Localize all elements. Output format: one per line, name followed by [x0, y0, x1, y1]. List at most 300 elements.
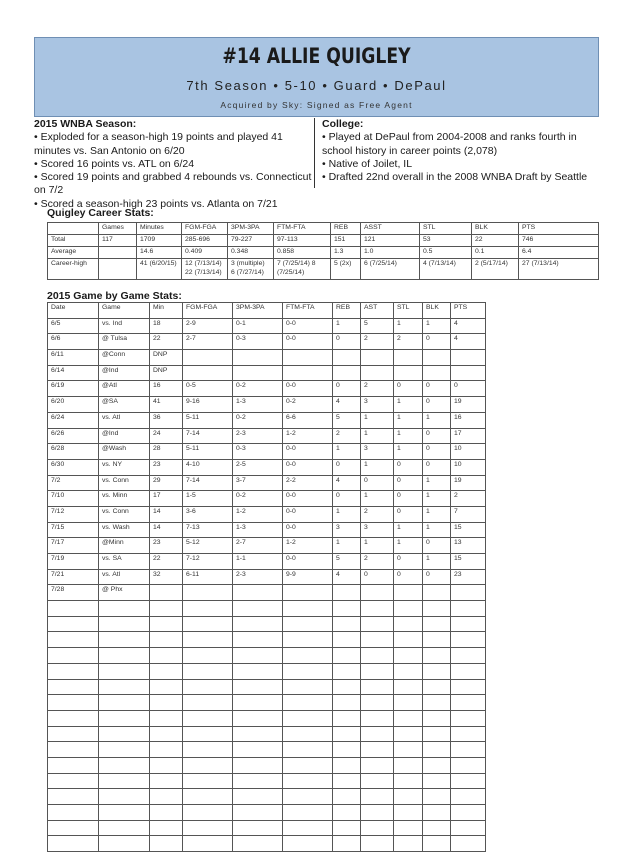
table-cell: 0 [423, 334, 451, 350]
table-cell: @SA [99, 397, 150, 413]
table-cell: 19 [451, 397, 486, 413]
table-cell [451, 695, 486, 711]
table-cell: 0 [394, 381, 423, 397]
game-row [48, 679, 486, 695]
table-cell: @ Phx [99, 585, 150, 601]
table-cell: 4 [451, 318, 486, 334]
table-cell: 2-9 [183, 318, 233, 334]
table-cell: 12 (7/13/14) 22 (7/13/14) [182, 259, 228, 280]
table-cell [233, 805, 283, 821]
table-cell: 3 [333, 522, 361, 538]
table-cell: 41 [150, 397, 183, 413]
table-cell [394, 350, 423, 366]
table-cell: 0.5 [420, 247, 472, 259]
table-cell: 17 [451, 428, 486, 444]
table-cell: 7/28 [48, 585, 99, 601]
table-cell: 0-2 [283, 397, 333, 413]
table-cell: 6-11 [183, 569, 233, 585]
table-cell [361, 742, 394, 758]
table-cell [423, 757, 451, 773]
table-cell [233, 350, 283, 366]
table-cell [423, 648, 451, 664]
table-cell [48, 616, 99, 632]
table-cell [283, 773, 333, 789]
table-cell [48, 757, 99, 773]
table-cell: 7/21 [48, 569, 99, 585]
table-cell: 1.3 [331, 247, 361, 259]
table-cell [283, 836, 333, 852]
table-cell [361, 601, 394, 617]
table-cell [394, 601, 423, 617]
table-cell: 6 (7/25/14) [361, 259, 420, 280]
table-cell: 2-7 [233, 538, 283, 554]
table-cell [183, 585, 233, 601]
table-cell [183, 365, 233, 381]
table-cell: 0 [361, 569, 394, 585]
table-cell [233, 773, 283, 789]
table-cell: 9-16 [183, 397, 233, 413]
table-cell: 4 [333, 397, 361, 413]
table-cell [394, 805, 423, 821]
column-header: Games [99, 223, 137, 235]
table-cell [333, 350, 361, 366]
table-cell: 4 [451, 334, 486, 350]
table-cell: 6/20 [48, 397, 99, 413]
column-header: FTM-FTA [283, 303, 333, 319]
table-cell [423, 726, 451, 742]
table-cell [183, 632, 233, 648]
table-cell [423, 632, 451, 648]
table-cell: 1-3 [233, 397, 283, 413]
table-cell: 18 [150, 318, 183, 334]
table-cell [150, 695, 183, 711]
table-cell [233, 601, 283, 617]
player-name: #14 ALLIE QUIGLEY [222, 44, 411, 68]
table-cell: 0.409 [182, 247, 228, 259]
table-cell: 0-0 [283, 381, 333, 397]
table-cell: 1-2 [233, 506, 283, 522]
table-cell: 0 [451, 381, 486, 397]
table-cell [333, 805, 361, 821]
table-cell: vs. Ind [99, 318, 150, 334]
table-cell: 121 [361, 235, 420, 247]
table-cell [183, 350, 233, 366]
table-cell: 6/11 [48, 350, 99, 366]
table-cell [451, 710, 486, 726]
table-cell [150, 820, 183, 836]
table-cell [451, 789, 486, 805]
table-cell: 0 [394, 506, 423, 522]
college-bullet: • Played at DePaul from 2004-2008 and ranks fourth in school history in career points (2,078) [322, 131, 577, 157]
table-cell [361, 836, 394, 852]
season-heading: 2015 WNBA Season: [34, 118, 137, 130]
table-cell: 5 [333, 412, 361, 428]
player-subtitle: 7th Season • 5-10 • Guard • DePaul [186, 78, 447, 93]
table-cell: 1 [361, 412, 394, 428]
table-cell [48, 789, 99, 805]
table-cell: 1 [423, 522, 451, 538]
table-cell [99, 601, 150, 617]
table-cell [451, 632, 486, 648]
table-cell: 0 [423, 569, 451, 585]
table-cell: 0 [394, 491, 423, 507]
game-row [48, 506, 486, 522]
table-cell [233, 726, 283, 742]
table-cell [423, 663, 451, 679]
column-header: PTS [451, 303, 486, 319]
table-cell [99, 247, 137, 259]
table-cell [333, 585, 361, 601]
table-cell [183, 710, 233, 726]
game-row [48, 742, 486, 758]
table-cell [283, 663, 333, 679]
table-cell: Career-high [48, 259, 99, 280]
table-cell: @Wash [99, 444, 150, 460]
table-cell: 7/15 [48, 522, 99, 538]
table-cell [233, 632, 283, 648]
table-cell [233, 710, 283, 726]
table-cell [233, 836, 283, 852]
table-cell [361, 820, 394, 836]
table-cell: 0-3 [233, 334, 283, 350]
column-header: FGM-FGA [182, 223, 228, 235]
table-cell: @Ind [99, 428, 150, 444]
table-cell [333, 773, 361, 789]
table-cell: 32 [150, 569, 183, 585]
table-cell: 15 [451, 522, 486, 538]
table-cell: 1 [394, 428, 423, 444]
table-cell [394, 773, 423, 789]
table-cell: 0-0 [283, 444, 333, 460]
game-row [48, 334, 486, 350]
column-header: STL [394, 303, 423, 319]
season-bullet: • Exploded for a season-high 19 points and played 41 minutes vs. San Antonio on 6/20 [34, 131, 283, 157]
game-row [48, 381, 486, 397]
column-header: FTM-FTA [274, 223, 331, 235]
table-cell: 0 [423, 428, 451, 444]
table-cell: 0-0 [283, 459, 333, 475]
table-cell [423, 695, 451, 711]
table-cell [99, 820, 150, 836]
table-cell: 0-1 [233, 318, 283, 334]
table-cell: 28 [150, 444, 183, 460]
table-cell [451, 836, 486, 852]
table-cell: 6.4 [519, 247, 599, 259]
game-row [48, 444, 486, 460]
column-header [48, 223, 99, 235]
season-bullet: • Scored a season-high 23 points vs. Atlanta on 7/21 [34, 197, 278, 210]
player-header [34, 37, 599, 117]
game-row [48, 365, 486, 381]
table-cell [361, 710, 394, 726]
table-cell [183, 616, 233, 632]
table-cell: 15 [451, 554, 486, 570]
table-cell [233, 663, 283, 679]
table-cell: 19 [451, 475, 486, 491]
table-cell: 0 [361, 475, 394, 491]
table-cell: 5 [361, 318, 394, 334]
table-cell [333, 742, 361, 758]
table-cell [283, 616, 333, 632]
table-cell: Average [48, 247, 99, 259]
game-row [48, 475, 486, 491]
table-cell: 1-5 [183, 491, 233, 507]
table-cell [150, 742, 183, 758]
table-cell [394, 616, 423, 632]
table-cell: 7/19 [48, 554, 99, 570]
game-row [48, 632, 486, 648]
table-cell [150, 616, 183, 632]
table-cell [361, 365, 394, 381]
table-cell: 5 [333, 554, 361, 570]
college-heading: College: [322, 118, 364, 130]
table-cell [451, 757, 486, 773]
table-cell: 10 [451, 459, 486, 475]
table-cell [99, 742, 150, 758]
table-cell [333, 726, 361, 742]
table-cell [451, 742, 486, 758]
season-bullet: • Scored 16 points vs. ATL on 6/24 [34, 157, 195, 170]
table-cell [394, 679, 423, 695]
table-cell: 1 [423, 475, 451, 491]
table-cell [394, 757, 423, 773]
table-cell [233, 585, 283, 601]
table-cell [283, 710, 333, 726]
table-cell: @Ind [99, 365, 150, 381]
table-cell: 0-2 [233, 412, 283, 428]
table-cell [451, 585, 486, 601]
table-cell [283, 757, 333, 773]
table-cell: 2 [361, 334, 394, 350]
table-cell [99, 836, 150, 852]
table-cell: 6/5 [48, 318, 99, 334]
table-cell: 0 [394, 554, 423, 570]
table-cell [423, 679, 451, 695]
table-cell: 2 [361, 381, 394, 397]
table-cell [333, 601, 361, 617]
table-cell [99, 259, 137, 280]
table-cell: 16 [451, 412, 486, 428]
table-cell [233, 616, 283, 632]
table-cell: 151 [331, 235, 361, 247]
table-cell: 0 [423, 459, 451, 475]
table-cell: 7/10 [48, 491, 99, 507]
game-row [48, 491, 486, 507]
table-cell: 13 [451, 538, 486, 554]
table-cell [423, 836, 451, 852]
table-cell: 4 (7/13/14) [420, 259, 472, 280]
table-cell [150, 663, 183, 679]
table-cell: 1-2 [283, 538, 333, 554]
game-row [48, 773, 486, 789]
table-cell [150, 632, 183, 648]
table-cell: 5-11 [183, 444, 233, 460]
table-cell [233, 757, 283, 773]
table-cell [150, 648, 183, 664]
table-cell: 14 [150, 522, 183, 538]
column-header: AST [361, 303, 394, 319]
table-cell [48, 648, 99, 664]
table-cell [150, 601, 183, 617]
table-cell [451, 805, 486, 821]
season-bullet: • Scored 19 points and grabbed 4 rebounds vs. Connecticut on 7/2 [34, 171, 312, 197]
acquisition-note: Acquired by Sky: Signed as Free Agent [220, 100, 413, 110]
table-cell [183, 648, 233, 664]
table-cell: 3-6 [183, 506, 233, 522]
table-cell: Total [48, 235, 99, 247]
college-bullet: • Native of Joilet, IL [322, 157, 413, 170]
table-cell [423, 710, 451, 726]
table-cell: 0 [423, 538, 451, 554]
table-cell: 7 (7/25/14) 8 (7/25/14) [274, 259, 331, 280]
career-stats-title: Quigley Career Stats: [47, 207, 154, 219]
table-cell: 6/30 [48, 459, 99, 475]
game-row [48, 695, 486, 711]
column-header: Game [99, 303, 150, 319]
season-notes [34, 118, 312, 211]
table-cell: 0-0 [283, 522, 333, 538]
table-cell: 1 [394, 397, 423, 413]
table-cell: 1 [394, 444, 423, 460]
game-row [48, 412, 486, 428]
table-cell [233, 679, 283, 695]
table-cell: DNP [150, 350, 183, 366]
table-cell: 117 [99, 235, 137, 247]
table-cell [451, 773, 486, 789]
table-cell: 24 [150, 428, 183, 444]
table-cell [394, 648, 423, 664]
table-cell [361, 757, 394, 773]
table-cell: 0 [423, 444, 451, 460]
table-cell: DNP [150, 365, 183, 381]
table-cell: 2 [361, 506, 394, 522]
table-cell [423, 585, 451, 601]
table-cell: 3 [361, 444, 394, 460]
table-cell [394, 365, 423, 381]
table-cell: 0 [423, 381, 451, 397]
table-cell [283, 632, 333, 648]
table-cell [361, 726, 394, 742]
table-cell: 36 [150, 412, 183, 428]
table-cell: 79-227 [228, 235, 274, 247]
column-header: Date [48, 303, 99, 319]
table-cell: vs. Conn [99, 506, 150, 522]
table-cell [333, 365, 361, 381]
table-cell: 6-6 [283, 412, 333, 428]
table-cell [150, 710, 183, 726]
table-cell: 6/6 [48, 334, 99, 350]
column-header: Min [150, 303, 183, 319]
table-cell: 1 [333, 318, 361, 334]
table-cell: 7/12 [48, 506, 99, 522]
table-cell [451, 679, 486, 695]
table-cell [361, 679, 394, 695]
table-cell: 1 [361, 459, 394, 475]
game-row [48, 663, 486, 679]
table-cell: 2-5 [233, 459, 283, 475]
table-cell [361, 695, 394, 711]
table-cell [333, 695, 361, 711]
table-cell [361, 663, 394, 679]
table-cell: 1 [333, 538, 361, 554]
column-header: ASST [361, 223, 420, 235]
table-cell [423, 820, 451, 836]
table-cell [48, 679, 99, 695]
column-header: Minutes [137, 223, 182, 235]
table-cell [183, 742, 233, 758]
table-cell [451, 648, 486, 664]
table-cell: 41 (6/20/15) [137, 259, 182, 280]
table-cell [283, 679, 333, 695]
table-cell [48, 601, 99, 617]
table-cell: 1 [394, 538, 423, 554]
table-cell [283, 585, 333, 601]
table-cell [333, 757, 361, 773]
table-cell [361, 773, 394, 789]
game-row [48, 789, 486, 805]
table-cell: 0-0 [283, 334, 333, 350]
game-row [48, 616, 486, 632]
table-cell: 7/2 [48, 475, 99, 491]
table-cell [233, 789, 283, 805]
table-cell [150, 757, 183, 773]
table-cell [48, 663, 99, 679]
table-cell [99, 663, 150, 679]
table-cell: 1 [361, 491, 394, 507]
table-cell [394, 789, 423, 805]
table-cell [333, 648, 361, 664]
table-cell [423, 365, 451, 381]
table-cell: 0.1 [472, 247, 519, 259]
table-cell [48, 742, 99, 758]
table-cell [99, 648, 150, 664]
table-cell [183, 789, 233, 805]
table-cell: vs. Atl [99, 569, 150, 585]
table-cell: 2 (5/17/14) [472, 259, 519, 280]
table-cell [48, 805, 99, 821]
game-row [48, 820, 486, 836]
table-cell: 10 [451, 444, 486, 460]
column-header: STL [420, 223, 472, 235]
table-cell: 1 [423, 506, 451, 522]
table-cell [183, 757, 233, 773]
table-cell [394, 632, 423, 648]
game-stats-title: 2015 Game by Game Stats: [47, 290, 182, 302]
table-cell [333, 789, 361, 805]
table-cell: 5-11 [183, 412, 233, 428]
table-cell [183, 820, 233, 836]
table-cell [361, 585, 394, 601]
table-cell: 2 [451, 491, 486, 507]
table-cell [183, 601, 233, 617]
table-cell: @Atl [99, 381, 150, 397]
header-row [48, 303, 486, 319]
table-cell [423, 789, 451, 805]
table-cell [283, 726, 333, 742]
table-cell [394, 726, 423, 742]
table-cell: 6/26 [48, 428, 99, 444]
game-row [48, 459, 486, 475]
table-cell [423, 773, 451, 789]
table-cell: 1 [423, 318, 451, 334]
table-cell: 27 (7/13/14) [519, 259, 599, 280]
table-cell: 5-12 [183, 538, 233, 554]
table-cell [361, 789, 394, 805]
table-cell [99, 773, 150, 789]
table-cell [333, 820, 361, 836]
table-cell: 17 [150, 491, 183, 507]
table-cell: 0-0 [283, 318, 333, 334]
